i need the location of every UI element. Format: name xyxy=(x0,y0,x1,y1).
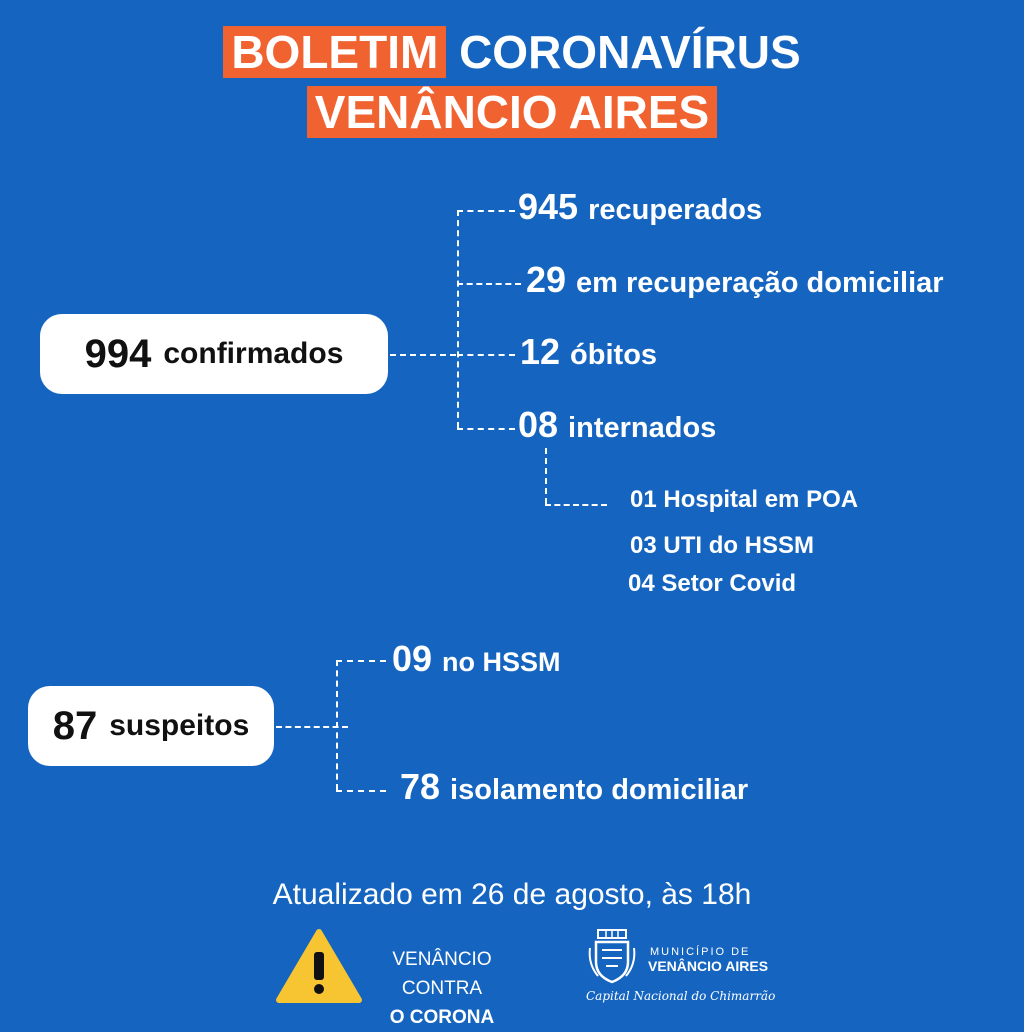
connector-hssm xyxy=(336,660,386,662)
home-recovery-item xyxy=(526,259,944,301)
confirmed-pill xyxy=(40,314,388,394)
hospitalized-item xyxy=(518,404,716,446)
connector-home-isolation xyxy=(336,790,386,792)
title-highlight-city: VENÂNCIO AIRES xyxy=(307,86,717,138)
suspected-count: 87 xyxy=(52,703,98,748)
connector-recovered xyxy=(457,210,515,212)
municipality-slogan: Capital Nacional do Chimarrão xyxy=(586,989,776,1003)
connector-trunk-suspected xyxy=(336,660,338,790)
campaign-line-1: VENÂNCIO CONTRA xyxy=(392,949,492,999)
coat-of-arms-icon xyxy=(586,928,638,986)
connector-confirmed xyxy=(390,354,456,356)
title-line-2 xyxy=(0,84,1024,140)
municipality-prefix: MUNICÍPIO DE xyxy=(650,946,751,958)
recovered-count: 945 xyxy=(518,186,579,227)
home-recovery-count: 29 xyxy=(526,259,567,300)
home-isolation-label: isolamento domiciliar xyxy=(450,774,749,806)
recovered-label: recuperados xyxy=(588,194,763,226)
hospitalized-count: 08 xyxy=(518,404,559,445)
connector-deaths xyxy=(457,354,515,356)
home-isolation-item xyxy=(400,766,748,808)
connector-home-recovery xyxy=(457,283,521,285)
home-recovery-label: em recuperação domiciliar xyxy=(576,267,944,299)
confirmed-label: confirmados xyxy=(163,337,344,370)
deaths-count: 12 xyxy=(520,331,561,372)
connector-hospitalized xyxy=(457,428,515,430)
deaths-item xyxy=(520,331,657,373)
hssm-label: no HSSM xyxy=(442,647,561,677)
recovered-item xyxy=(518,186,762,228)
home-isolation-count: 78 xyxy=(400,766,441,807)
campaign-text xyxy=(352,945,532,1032)
title-coronavirus: CORONAVÍRUS xyxy=(459,26,801,78)
hssm-count: 09 xyxy=(392,638,433,679)
updated-timestamp: Atualizado em 26 de agosto, às 18h xyxy=(272,878,752,911)
suspected-pill xyxy=(28,686,274,766)
confirmed-count: 994 xyxy=(84,331,152,376)
title-line-1 xyxy=(0,24,1024,80)
hospital-poa-item: 01 Hospital em POA xyxy=(630,486,859,513)
municipality-name: VENÂNCIO AIRES xyxy=(648,958,769,974)
connector-trunk-confirmed xyxy=(457,210,459,428)
warning-icon xyxy=(276,928,362,1004)
deaths-label: óbitos xyxy=(570,339,658,371)
connector-hospital-poa xyxy=(545,504,607,506)
uti-hssm-item: 03 UTI do HSSM xyxy=(630,532,815,559)
title-highlight-boletim: BOLETIM xyxy=(223,26,446,78)
hospitalized-label: internados xyxy=(568,412,717,444)
covid-sector-item: 04 Setor Covid xyxy=(628,570,797,597)
hssm-item xyxy=(392,638,561,680)
suspected-label: suspeitos xyxy=(109,709,250,742)
connector-trunk-hospitalized xyxy=(545,448,547,504)
campaign-line-2: O CORONA xyxy=(389,1007,495,1028)
